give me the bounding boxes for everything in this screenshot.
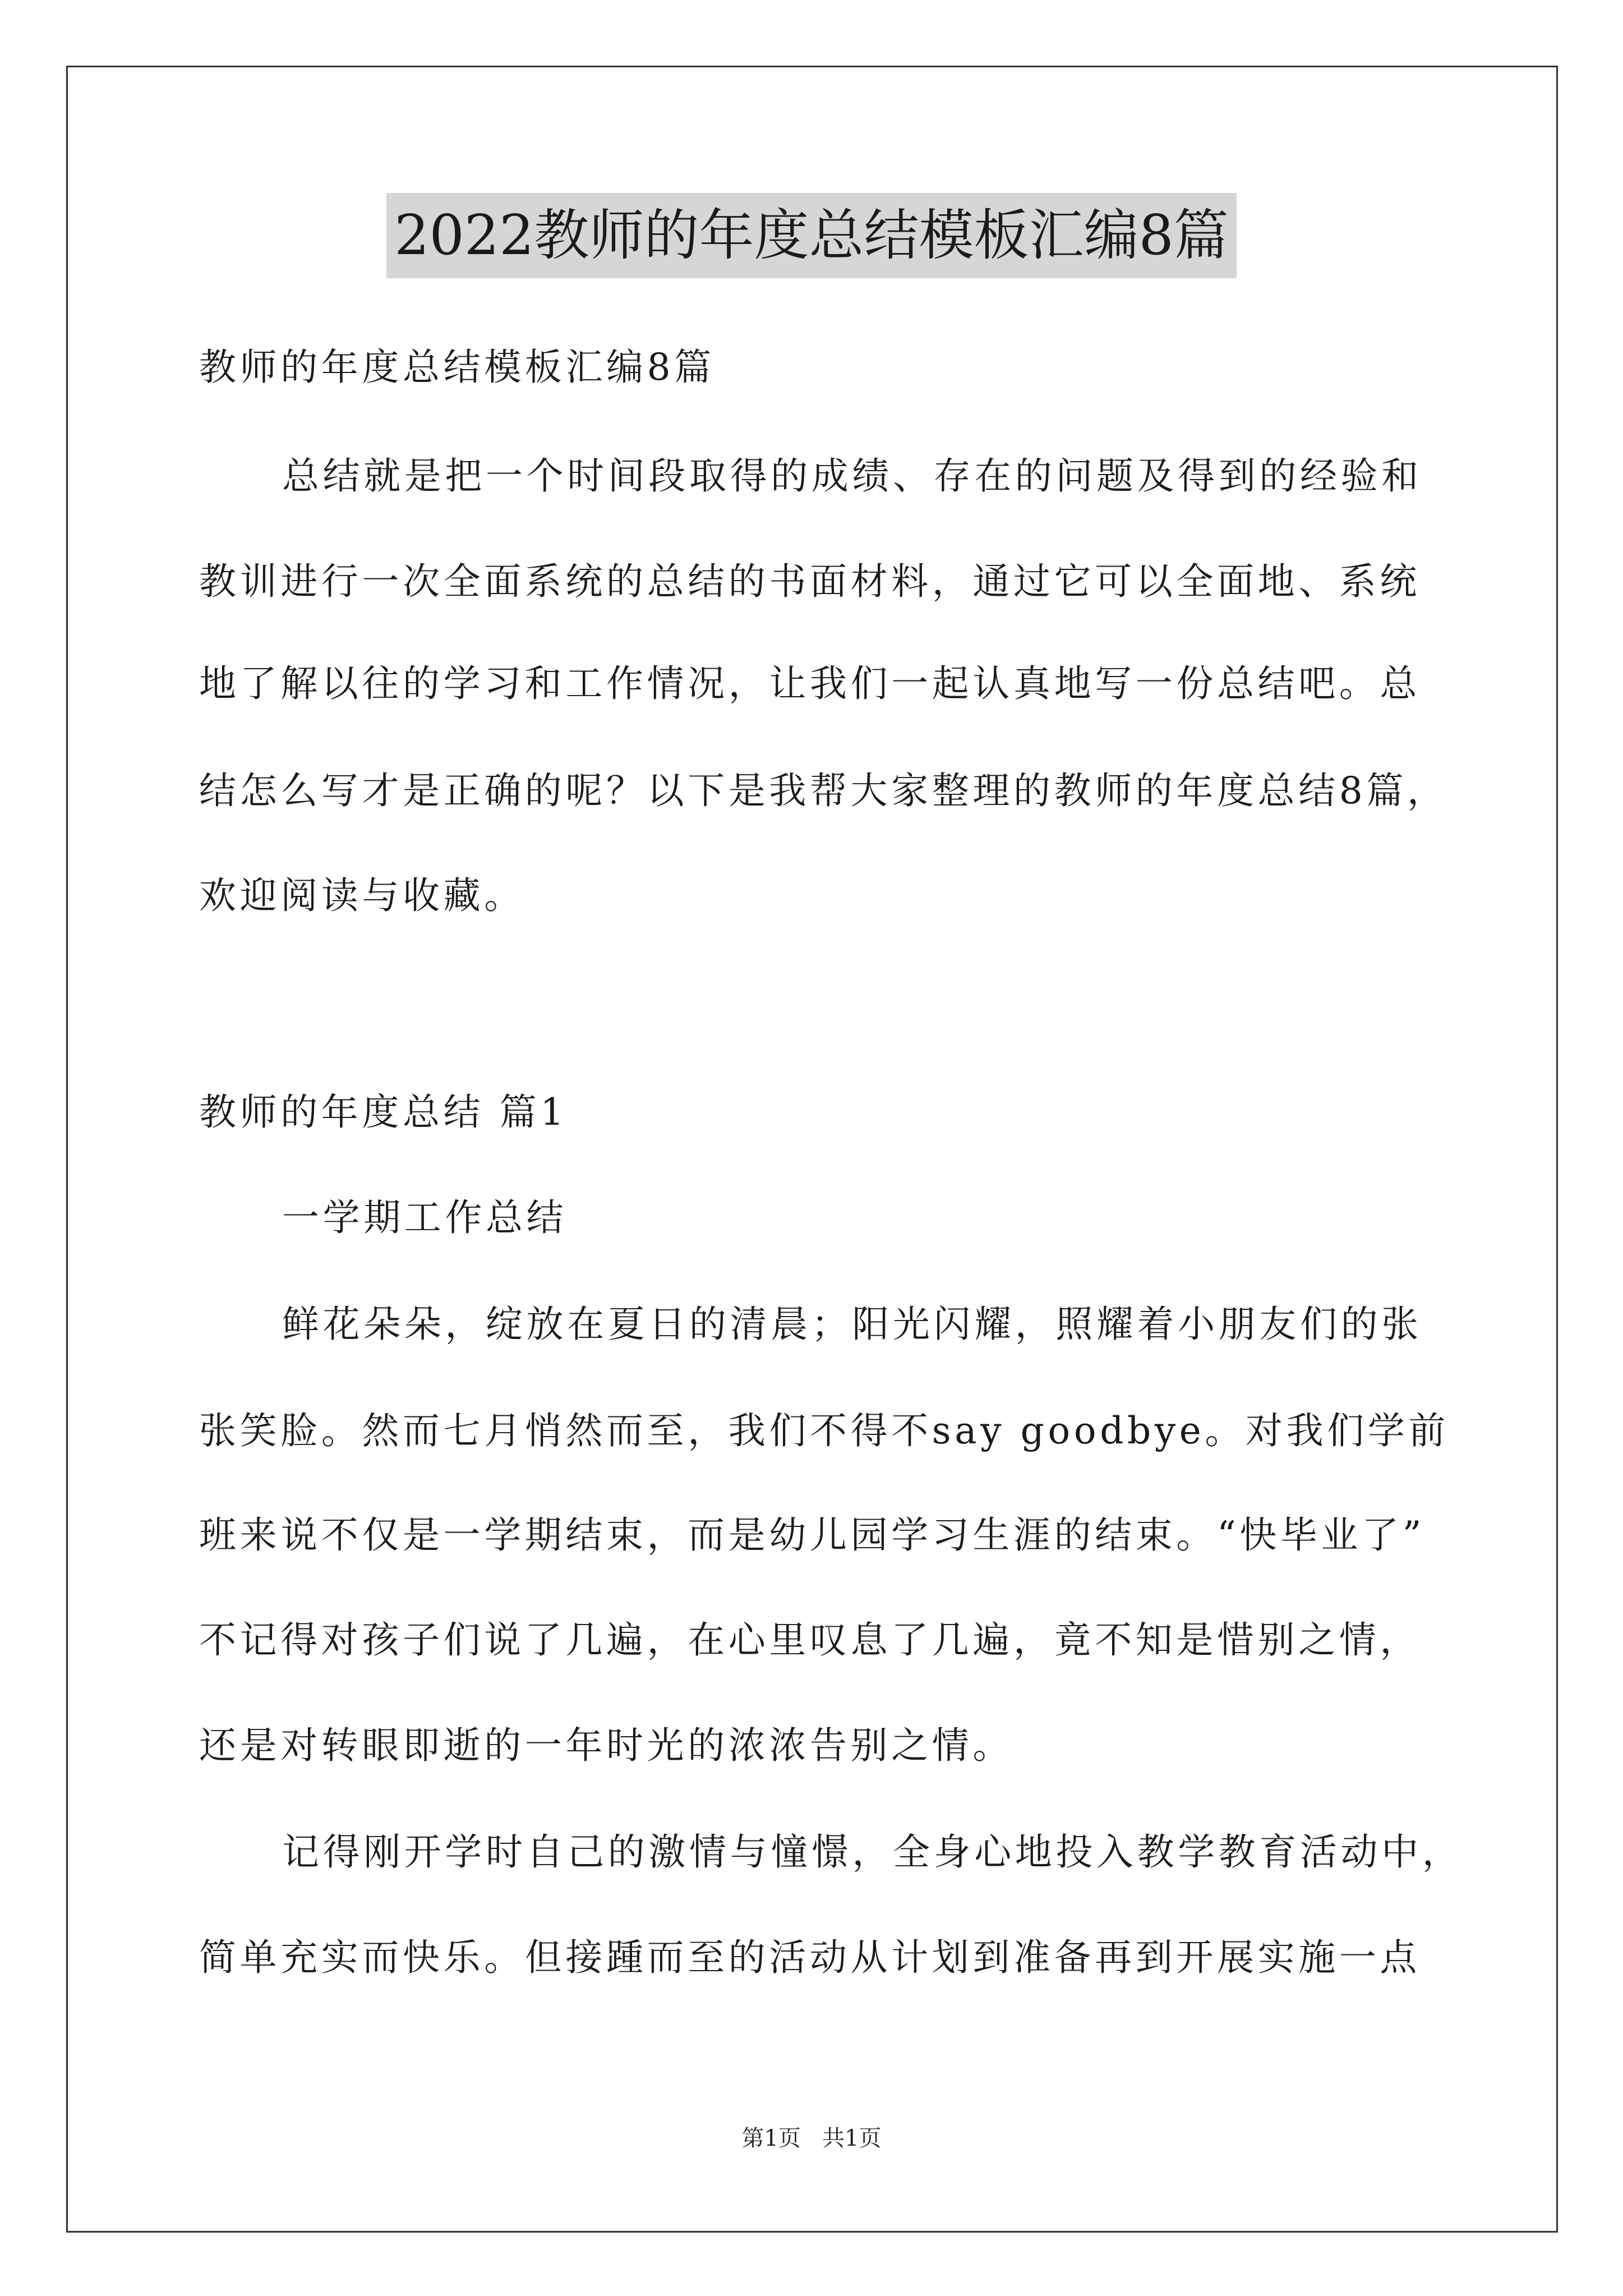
section-subheading: 一学期工作总结 <box>282 1196 568 1239</box>
paragraph-line: 不记得对孩子们说了几遍，在心里叹息了几遍，竟不知是惜别之情， <box>199 1618 1421 1662</box>
intro-line-4: 结怎么写才是正确的呢？以下是我帮大家整理的教师的年度总结8篇， <box>199 769 1448 812</box>
section-heading: 教师的年度总结 篇1 <box>199 1091 568 1134</box>
intro-line-3: 地了解以往的学习和工作情况，让我们一起认真地写一份总结吧。总 <box>199 662 1421 705</box>
subtitle-line: 教师的年度总结模板汇编8篇 <box>199 346 715 389</box>
intro-line-1: 总结就是把一个时间段取得的成绩、存在的问题及得到的经验和 <box>282 454 1422 498</box>
paragraph-line: 张笑脸。然而七月悄然而至，我们不得不say goodbye。对我们学前 <box>199 1409 1450 1452</box>
paragraph-line: 简单充实而快乐。但接踵而至的活动从计划到准备再到开展实施一点 <box>199 1936 1421 1979</box>
intro-line-5: 欢迎阅读与收藏。 <box>199 874 525 917</box>
paragraph-line: 班来说不仅是一学期结束，而是幼儿园学习生涯的结束。“快毕业了” <box>199 1513 1426 1557</box>
title-container <box>0 193 1623 278</box>
page-footer: 第1页 共1页 <box>741 2125 882 2151</box>
intro-line-2: 教训进行一次全面系统的总结的书面材料，通过它可以全面地、系统 <box>199 560 1421 603</box>
paragraph-line: 还是对转眼即逝的一年时光的浓浓告别之情。 <box>199 1724 1013 1767</box>
document-title: 2022教师的年度总结模板汇编8篇 <box>386 193 1237 278</box>
paragraph-line: 记得刚开学时自己的激情与憧憬，全身心地投入教学教育活动中， <box>282 1830 1463 1874</box>
paragraph-line: 鲜花朵朵，绽放在夏日的清晨；阳光闪耀，照耀着小朋友们的张 <box>282 1303 1422 1346</box>
